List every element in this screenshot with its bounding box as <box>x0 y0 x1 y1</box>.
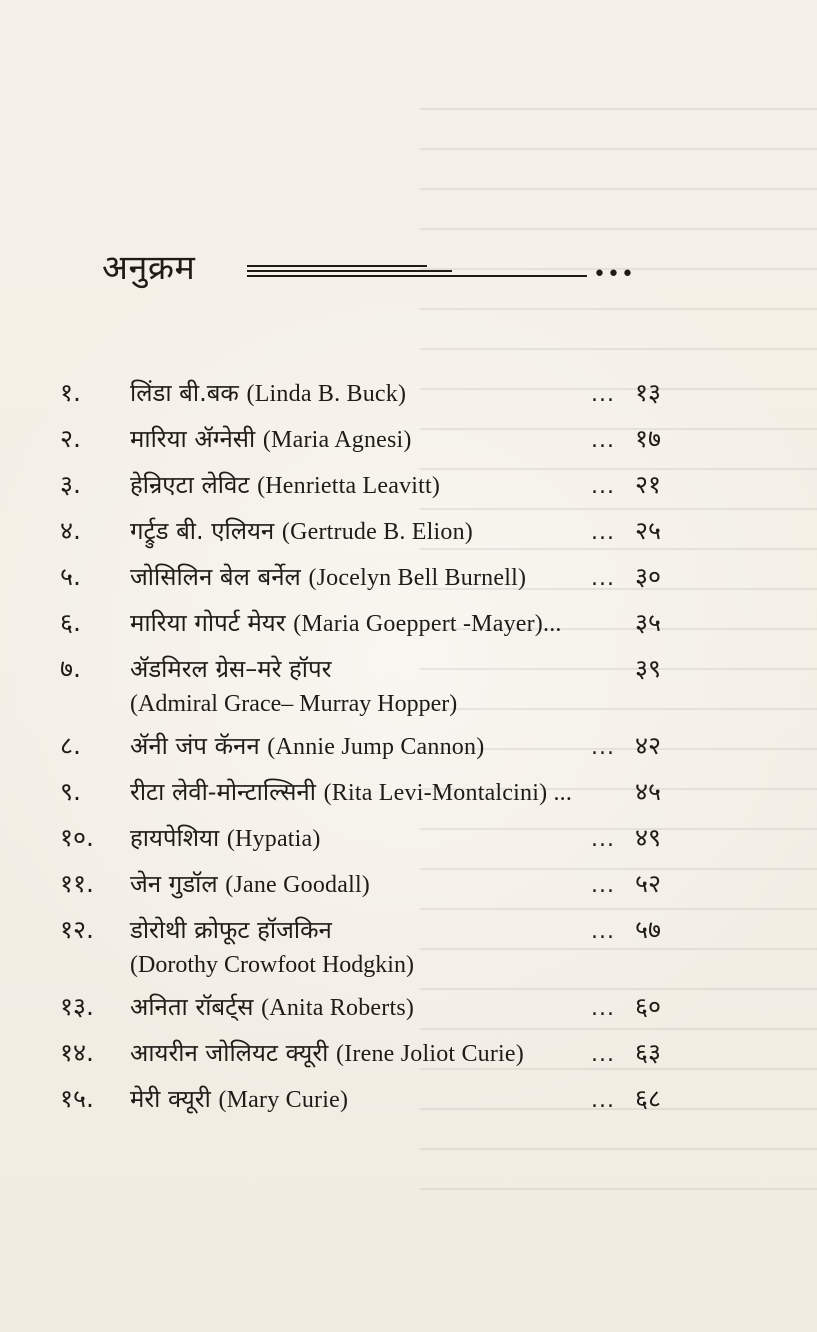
entry-leader: ... <box>591 474 615 499</box>
entry-title-hindi: अनिता रॉबर्ट्स <box>130 993 254 1021</box>
entry-title-hindi: मेरी क्यूरी <box>130 1085 211 1113</box>
entry-page: ४२ <box>635 731 662 760</box>
entry-leader: ... <box>591 827 615 852</box>
entry-title-latin-line2: (Dorothy Crowfoot Hodgkin) <box>130 952 414 978</box>
rule-dots: ••• <box>593 262 635 287</box>
entry-leader: ... <box>591 735 615 760</box>
entry-page: ४५ <box>635 777 662 806</box>
entry-title-latin: (Linda B. Buck) <box>246 381 407 407</box>
entry-leader: ... <box>591 996 615 1021</box>
toc-entry-5[interactable] <box>60 558 760 596</box>
entry-title-hindi: हायपेशिया <box>130 824 220 852</box>
entry-title-latin: (Hypatia) <box>226 826 321 852</box>
entry-title-hindi: हेन्रिएटा लेविट <box>130 471 250 499</box>
entry-number: ५. <box>60 562 81 591</box>
entry-number: ६. <box>60 608 81 637</box>
rule-line <box>247 275 587 277</box>
entry-title-hindi: ॲडमिरल ग्रेस–मरे हॉपर <box>130 655 332 683</box>
toc-entry-11[interactable] <box>60 865 760 903</box>
entry-title-hindi: आयरीन जोलियट क्यूरी <box>130 1039 329 1067</box>
entry-title-latin: (Henrietta Leavitt) <box>257 473 441 499</box>
entry-page: ५७ <box>635 915 662 944</box>
entry-leader: ... <box>591 873 615 898</box>
entry-title-latin: (Irene Joliot Curie) <box>336 1041 524 1067</box>
toc-entry-1[interactable] <box>60 374 760 412</box>
entry-number: १. <box>60 378 81 407</box>
entry-leader: ... <box>591 919 615 944</box>
entry-page: २५ <box>635 516 662 545</box>
toc-entry-2[interactable] <box>60 420 760 458</box>
entry-page: १३ <box>635 378 662 407</box>
entry-page: ६० <box>635 992 662 1021</box>
table-of-contents <box>60 374 760 1118</box>
entry-page: ३० <box>635 562 662 591</box>
entry-title-hindi: डोरोथी क्रोफूट हॉजकिन <box>130 916 332 944</box>
entry-page: ४९ <box>635 823 662 852</box>
entry-number: १५. <box>60 1084 94 1113</box>
toc-header <box>102 248 662 288</box>
entry-page: ३९ <box>635 654 662 683</box>
entry-leader: ... <box>591 428 615 453</box>
entry-page: ५२ <box>635 869 662 898</box>
entry-title-hindi: लिंडा बी.बक <box>130 379 239 407</box>
toc-entry-4[interactable] <box>60 512 760 550</box>
entry-number: १४. <box>60 1038 94 1067</box>
entry-title-latin: (Jane Goodall) <box>225 872 370 898</box>
entry-page: ६३ <box>635 1038 662 1067</box>
toc-entry-10[interactable] <box>60 819 760 857</box>
toc-entry-15[interactable] <box>60 1080 760 1118</box>
entry-title-hindi: जोसिलिन बेल बर्नेल <box>130 563 301 591</box>
entry-number: १०. <box>60 823 94 852</box>
entry-title-latin: (Rita Levi-Montalcini) ... <box>323 780 573 806</box>
entry-leader: ... <box>591 520 615 545</box>
entry-title-latin: (Maria Agnesi) <box>262 427 412 453</box>
entry-title-hindi: मारिया गोपर्ट मेयर <box>130 609 286 637</box>
toc-entry-14[interactable] <box>60 1034 760 1072</box>
toc-entry-9[interactable] <box>60 773 760 811</box>
entry-leader: ... <box>591 382 615 407</box>
entry-page: १७ <box>635 424 662 453</box>
toc-entry-12[interactable] <box>60 911 760 982</box>
entry-page: ६८ <box>635 1084 662 1113</box>
entry-number: ११. <box>60 869 94 898</box>
entry-title-hindi: ॲनी जंप कॅनन <box>130 732 260 760</box>
entry-title-hindi: रीटा लेवी-मोन्टाल्सिनी <box>130 778 316 806</box>
entry-title-latin: (Annie Jump Cannon) <box>267 734 485 760</box>
entry-title-latin: (Gertrude B. Elion) <box>281 519 473 545</box>
entry-number: ३. <box>60 470 81 499</box>
entry-title-latin-line2: (Admiral Grace– Murray Hopper) <box>130 691 458 717</box>
toc-entry-13[interactable] <box>60 988 760 1026</box>
entry-number: ९. <box>60 777 81 806</box>
entry-title-hindi: जेन गुडॉल <box>130 870 218 898</box>
rule-line <box>247 270 452 272</box>
toc-entry-6[interactable] <box>60 604 760 642</box>
entry-leader: ... <box>591 566 615 591</box>
entry-number: २. <box>60 424 81 453</box>
entry-number: ७. <box>60 654 81 683</box>
entry-page: २१ <box>635 470 662 499</box>
toc-entry-8[interactable] <box>60 727 760 765</box>
entry-number: ४. <box>60 516 81 545</box>
page-title: अनुक्रम <box>102 248 196 288</box>
entry-title-latin: (Mary Curie) <box>218 1087 349 1113</box>
entry-title-latin: (Jocelyn Bell Burnell) <box>308 565 527 591</box>
entry-leader: ... <box>591 1088 615 1113</box>
toc-entry-3[interactable] <box>60 466 760 504</box>
entry-number: ८. <box>60 731 81 760</box>
rule-line <box>247 265 427 267</box>
decorative-rule <box>247 262 692 287</box>
entry-title-hindi: मारिया ॲग्नेसी <box>130 425 256 453</box>
entry-page: ३५ <box>635 608 662 637</box>
entry-leader: ... <box>591 1042 615 1067</box>
toc-entry-7[interactable] <box>60 650 760 721</box>
entry-number: १२. <box>60 915 94 944</box>
entry-title-latin: (Anita Roberts) <box>261 995 415 1021</box>
entry-title-latin: (Maria Goeppert -Mayer)... <box>293 611 562 637</box>
entry-title-hindi: गर्ट्रुड बी. एलियन <box>130 517 275 545</box>
entry-number: १३. <box>60 992 94 1021</box>
